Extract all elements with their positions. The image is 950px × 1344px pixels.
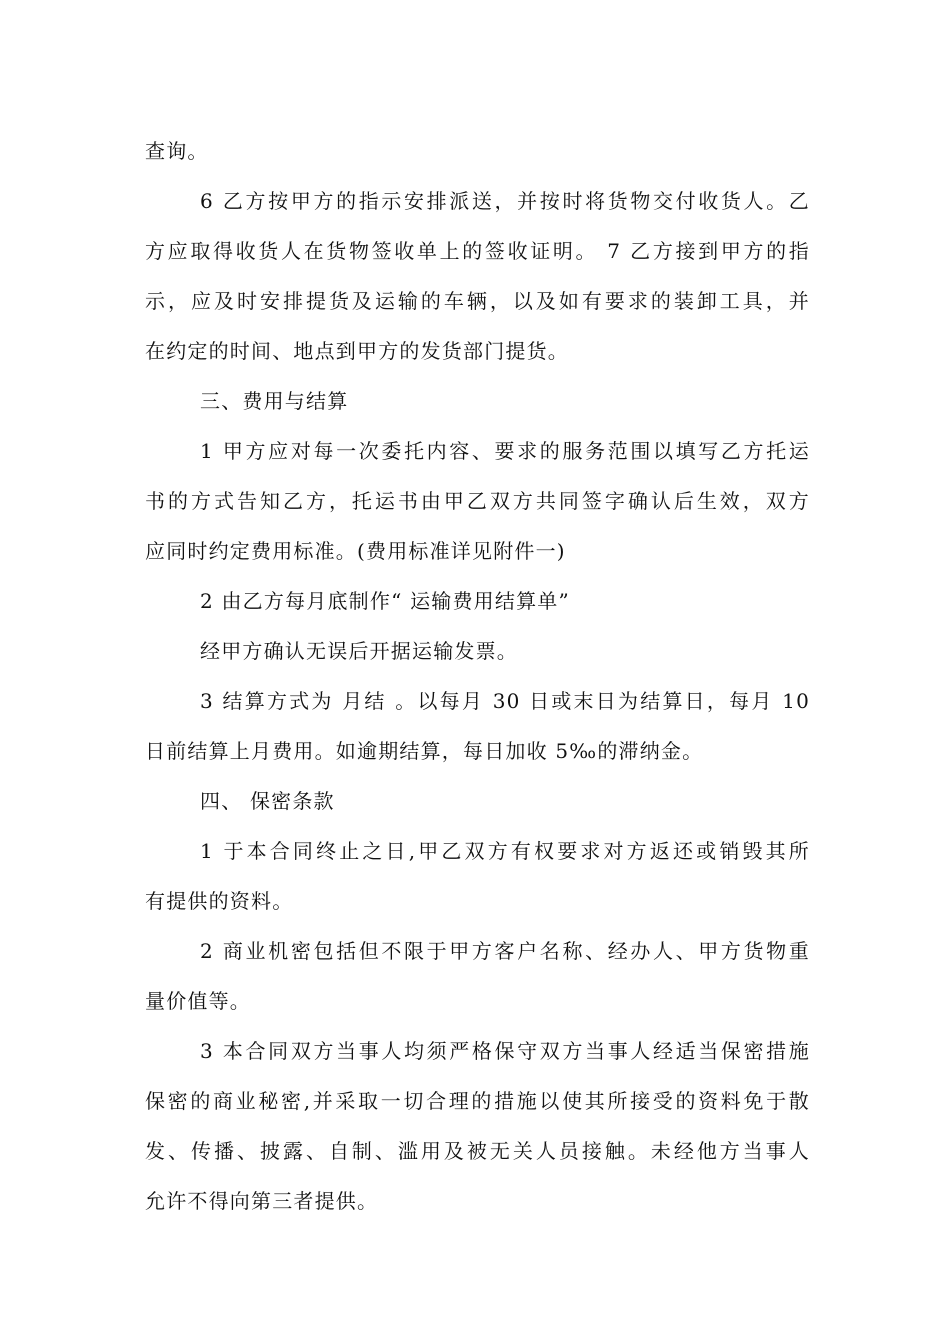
text-line: 在约定的时间、地点到甲方的发货部门提货。 bbox=[145, 339, 569, 363]
text-line: 查询。 bbox=[145, 139, 209, 163]
text-line: 方应取得收货人在货物签收单上的签收证明。 7 乙方接到甲方的指 bbox=[145, 239, 810, 263]
text-line: 允许不得向第三者提供。 bbox=[145, 1189, 379, 1213]
section-heading: 四、 保密条款 bbox=[200, 789, 335, 813]
section-heading: 三、费用与结算 bbox=[200, 389, 349, 413]
text-line: 日前结算上月费用。如逾期结算，每日加收 5‰的滞纳金。 bbox=[145, 739, 704, 763]
text-line: 经甲方确认无误后开据运输发票。 bbox=[200, 639, 518, 663]
text-line: 3 本合同双方当事人均须严格保守双方当事人经适当保密措施 bbox=[200, 1039, 810, 1063]
text-line: 2 商业机密包括但不限于甲方客户名称、经办人、甲方货物重 bbox=[200, 939, 810, 963]
text-line: 应同时约定费用标准。(费用标准详见附件一) bbox=[145, 539, 566, 563]
text-line: 1 甲方应对每一次委托内容、要求的服务范围以填写乙方托运 bbox=[200, 439, 810, 463]
text-line: 书的方式告知乙方，托运书由甲乙双方共同签字确认后生效，双方 bbox=[145, 489, 810, 513]
text-line: 6 乙方按甲方的指示安排派送，并按时将货物交付收货人。乙 bbox=[200, 189, 810, 213]
text-line: 有提供的资料。 bbox=[145, 889, 294, 913]
text-line: 2 由乙方每月底制作“ 运输费用结算单” bbox=[200, 589, 570, 613]
text-line: 保密的商业秘密,并采取一切合理的措施以使其所接受的资料免于散 bbox=[145, 1089, 810, 1113]
text-line: 1 于本合同终止之日,甲乙双方有权要求对方返还或销毁其所 bbox=[200, 839, 810, 863]
text-line: 发、传播、披露、自制、滥用及被无关人员接触。未经他方当事人 bbox=[145, 1139, 810, 1163]
text-line: 示，应及时安排提货及运输的车辆，以及如有要求的装卸工具，并 bbox=[145, 289, 810, 313]
text-line: 量价值等。 bbox=[145, 989, 251, 1013]
text-line: 3 结算方式为 月结 。以每月 30 日或末日为结算日，每月 10 bbox=[200, 689, 810, 713]
